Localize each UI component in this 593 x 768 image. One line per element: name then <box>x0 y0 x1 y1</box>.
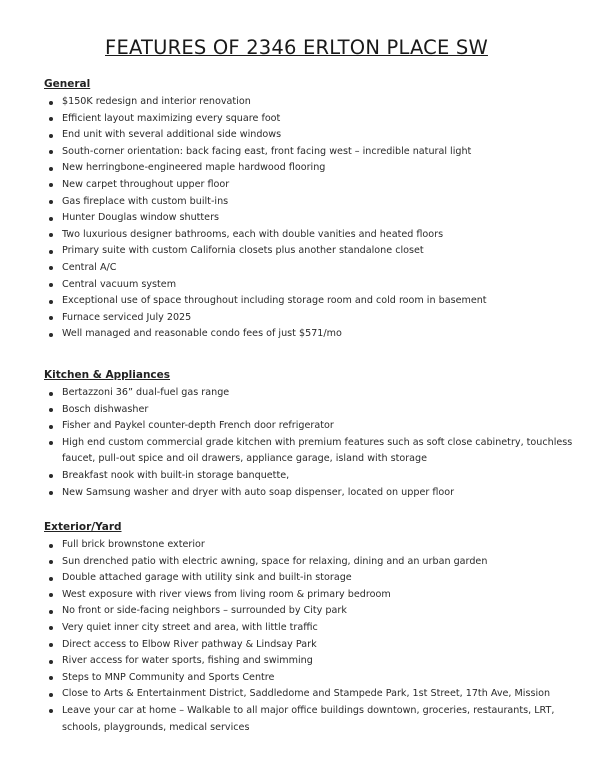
list-item: High end custom commercial grade kitchen with premium features such as soft close cabinetry, touchless faucet, pull-out spice and oil drawers, appliance garage, island with storage <box>44 435 574 468</box>
list-item: Two luxurious designer bathrooms, each with double vanities and heated floors <box>44 227 574 244</box>
list-item: Double attached garage with utility sink and built-in storage <box>44 570 574 587</box>
list-item: Leave your car at home – Walkable to all major office buildings downtown, groceries, restaurants, LRT, schools, playgrounds, medical services <box>44 703 574 736</box>
feature-list <box>44 385 574 501</box>
feature-list <box>44 94 574 343</box>
list-item: West exposure with river views from living room & primary bedroom <box>44 587 574 604</box>
list-item: Fisher and Paykel counter-depth French door refrigerator <box>44 418 574 435</box>
list-item: Hunter Douglas window shutters <box>44 210 574 227</box>
list-item: New herringbone-engineered maple hardwood flooring <box>44 160 574 177</box>
list-item: Central vacuum system <box>44 277 574 294</box>
section-heading: Exterior/Yard <box>44 521 122 533</box>
list-item: Close to Arts & Entertainment District, Saddledome and Stampede Park, 1st Street, 17th Ave, Mission <box>44 686 574 703</box>
feature-list <box>44 537 574 736</box>
list-item: Direct access to Elbow River pathway & Lindsay Park <box>44 637 574 654</box>
section-exterior-yard <box>44 519 574 736</box>
section-general <box>44 76 574 343</box>
list-item: Exceptional use of space throughout including storage room and cold room in basement <box>44 293 574 310</box>
list-item: Bertazzoni 36” dual-fuel gas range <box>44 385 574 402</box>
list-item: Sun drenched patio with electric awning, space for relaxing, dining and an urban garden <box>44 554 574 571</box>
list-item: New Samsung washer and dryer with auto soap dispenser, located on upper floor <box>44 485 574 502</box>
list-item: Efficient layout maximizing every square foot <box>44 111 574 128</box>
list-item: New carpet throughout upper floor <box>44 177 574 194</box>
list-item: South-corner orientation: back facing east, front facing west – incredible natural light <box>44 144 574 161</box>
section-heading: Kitchen & Appliances <box>44 369 171 381</box>
list-item: Breakfast nook with built-in storage banquette, <box>44 468 574 485</box>
list-item: Primary suite with custom California closets plus another standalone closet <box>44 243 574 260</box>
list-item: Full brick brownstone exterior <box>44 537 574 554</box>
list-item: Central A/C <box>44 260 574 277</box>
list-item: Very quiet inner city street and area, with little traffic <box>44 620 574 637</box>
list-item: Bosch dishwasher <box>44 402 574 419</box>
list-item: No front or side-facing neighbors – surrounded by City park <box>44 603 574 620</box>
list-item: Gas fireplace with custom built-ins <box>44 194 574 211</box>
list-item: Furnace serviced July 2025 <box>44 310 574 327</box>
section-heading: General <box>44 78 91 90</box>
page-title: FEATURES OF 2346 ERLTON PLACE SW <box>105 36 488 59</box>
section-kitchen-appliances <box>44 367 574 501</box>
list-item: End unit with several additional side windows <box>44 127 574 144</box>
list-item: Well managed and reasonable condo fees of just $571/mo <box>44 326 574 343</box>
list-item: River access for water sports, fishing and swimming <box>44 653 574 670</box>
list-item: $150K redesign and interior renovation <box>44 94 574 111</box>
list-item: Steps to MNP Community and Sports Centre <box>44 670 574 687</box>
